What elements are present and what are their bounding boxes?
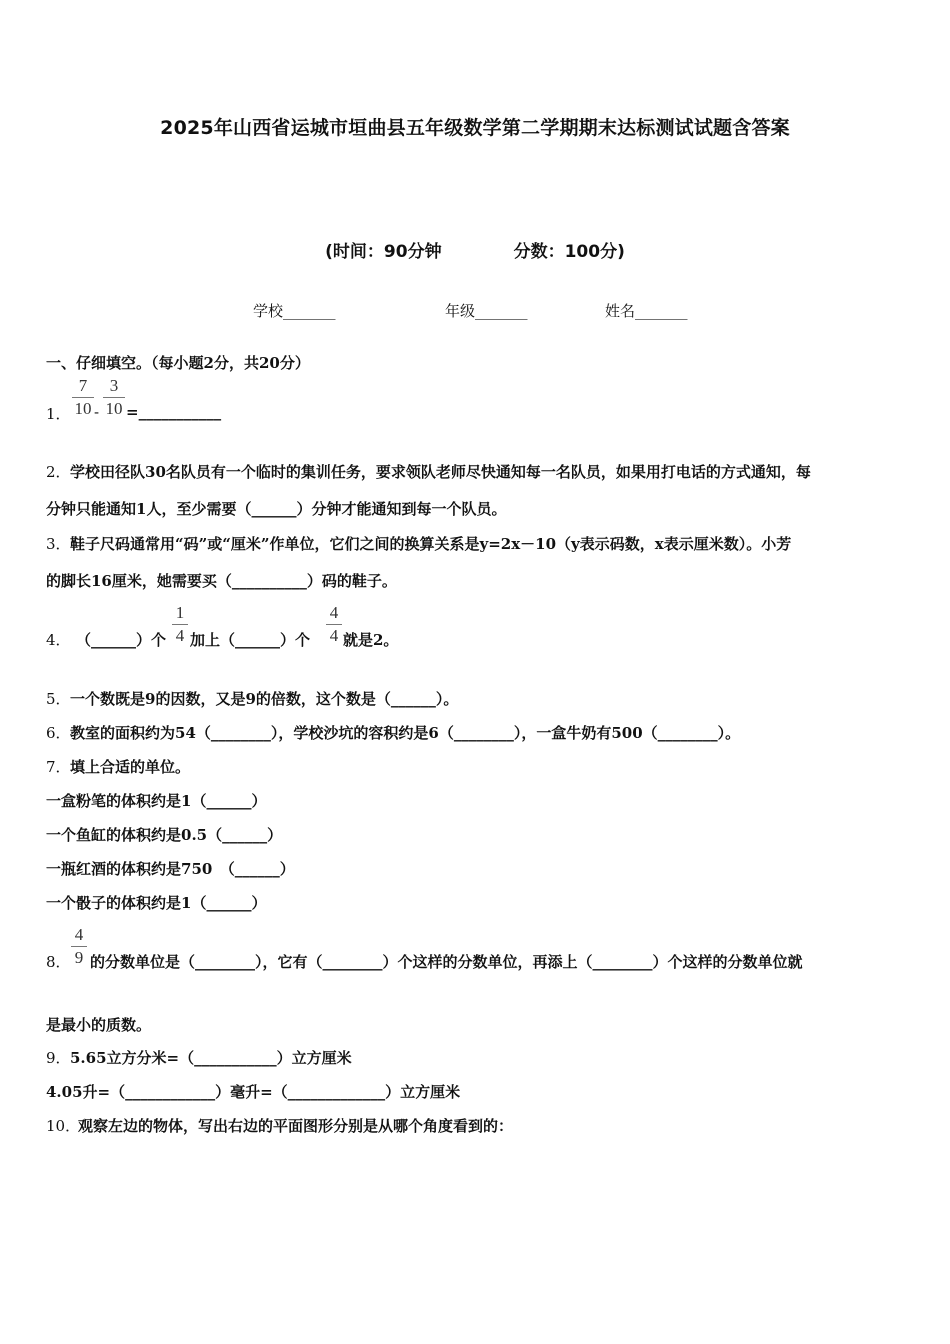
- question-number: 7．: [46, 758, 71, 776]
- fraction-bar: [172, 624, 188, 625]
- question-number: 1．: [46, 405, 71, 423]
- minus-sign: -: [94, 403, 100, 421]
- grade-field: 年级_______: [445, 302, 528, 320]
- question-text: 观察左边的物体，写出右边的平面图形分别是从哪个角度看到的：: [78, 1117, 514, 1135]
- denominator: 4: [329, 626, 339, 645]
- numerator: 1: [175, 603, 185, 622]
- question-text: 的分数单位是（________），它有（________）个这样的分数单位，再添上（________）个这样的分数单位就: [90, 953, 803, 971]
- school-field: 学校_______: [253, 302, 336, 320]
- answer-blank: =___________: [126, 403, 222, 421]
- numerator: 7: [78, 376, 88, 395]
- document-title: 2025年山西省运城市垣曲县五年级数学第二学期期末达标测试试题含答案: [160, 117, 790, 139]
- question-text: 5.65立方分米=（___________）立方厘米: [70, 1049, 352, 1067]
- list-item: 一盒粉笔的体积约是1（______）: [46, 792, 267, 810]
- exam-meta: [0, 237, 950, 262]
- fraction-bar: [72, 397, 94, 398]
- fraction-bar: [326, 624, 342, 625]
- numerator: 4: [329, 603, 339, 622]
- fraction: [72, 376, 94, 419]
- question-text: 学校田径队30名队员有一个临时的集训任务，要求领队老师尽快通知每一名队员，如果用打电话的方式通知，每: [70, 463, 811, 481]
- question-text: 4.05升=（____________）毫升=（_____________）立方厘米: [46, 1083, 461, 1101]
- list-item: 一个鱼缸的体积约是0.5（______）: [46, 826, 283, 844]
- list-item: 一瓶红酒的体积约是750 （______）: [46, 860, 295, 878]
- numerator: 4: [74, 925, 84, 944]
- question-text: 教室的面积约为54（________），学校沙坑的容积约是6（________），一盒牛奶有500（________）。: [70, 724, 741, 742]
- denominator: 10: [105, 399, 123, 418]
- question-number: 3．: [46, 535, 71, 553]
- question-text: 加上（______）个: [190, 631, 311, 649]
- exam-score: 分数：100分): [513, 242, 625, 262]
- denominator: 10: [74, 399, 92, 418]
- question-text: 就是2。: [343, 631, 399, 649]
- fraction: [172, 603, 188, 646]
- question-text: 是最小的质数。: [46, 1016, 152, 1034]
- section-heading: 一、仔细填空。（每小题2分，共20分）: [46, 354, 310, 372]
- fraction: [71, 925, 87, 968]
- question-number: 9．: [46, 1049, 71, 1067]
- question-text: 分钟只能通知1人，至少需要（______）分钟才能通知到每一个队员。: [46, 500, 507, 518]
- question-text: 鞋子尺码通常用“码”或“厘米”作单位，它们之间的换算关系是y=2x－10（y表示码数，x表示厘米数）。小芳: [70, 535, 792, 553]
- question-number: 5．: [46, 690, 71, 708]
- name-field: 姓名_______: [605, 302, 688, 320]
- fraction: [103, 376, 125, 419]
- denominator: 4: [175, 626, 185, 645]
- question-number: 8．: [46, 953, 71, 971]
- question-number: 2．: [46, 463, 71, 481]
- fraction-bar: [71, 946, 87, 947]
- list-item: 一个骰子的体积约是1（______）: [46, 894, 267, 912]
- question-number: 10．: [46, 1117, 81, 1135]
- question-text: 填上合适的单位。: [70, 758, 191, 776]
- question-number: 6．: [46, 724, 71, 742]
- fraction: [326, 603, 342, 646]
- fraction-bar: [103, 397, 125, 398]
- exam-time: (时间：90分钟: [325, 242, 442, 262]
- numerator: 3: [109, 376, 119, 395]
- question-text: （______）个: [76, 631, 167, 649]
- question-text: 一个数既是9的因数，又是9的倍数，这个数是（______）。: [70, 690, 459, 708]
- denominator: 9: [74, 948, 84, 967]
- question-text: 的脚长16厘米，她需要买（__________）码的鞋子。: [46, 572, 397, 590]
- question-number: 4．: [46, 631, 71, 649]
